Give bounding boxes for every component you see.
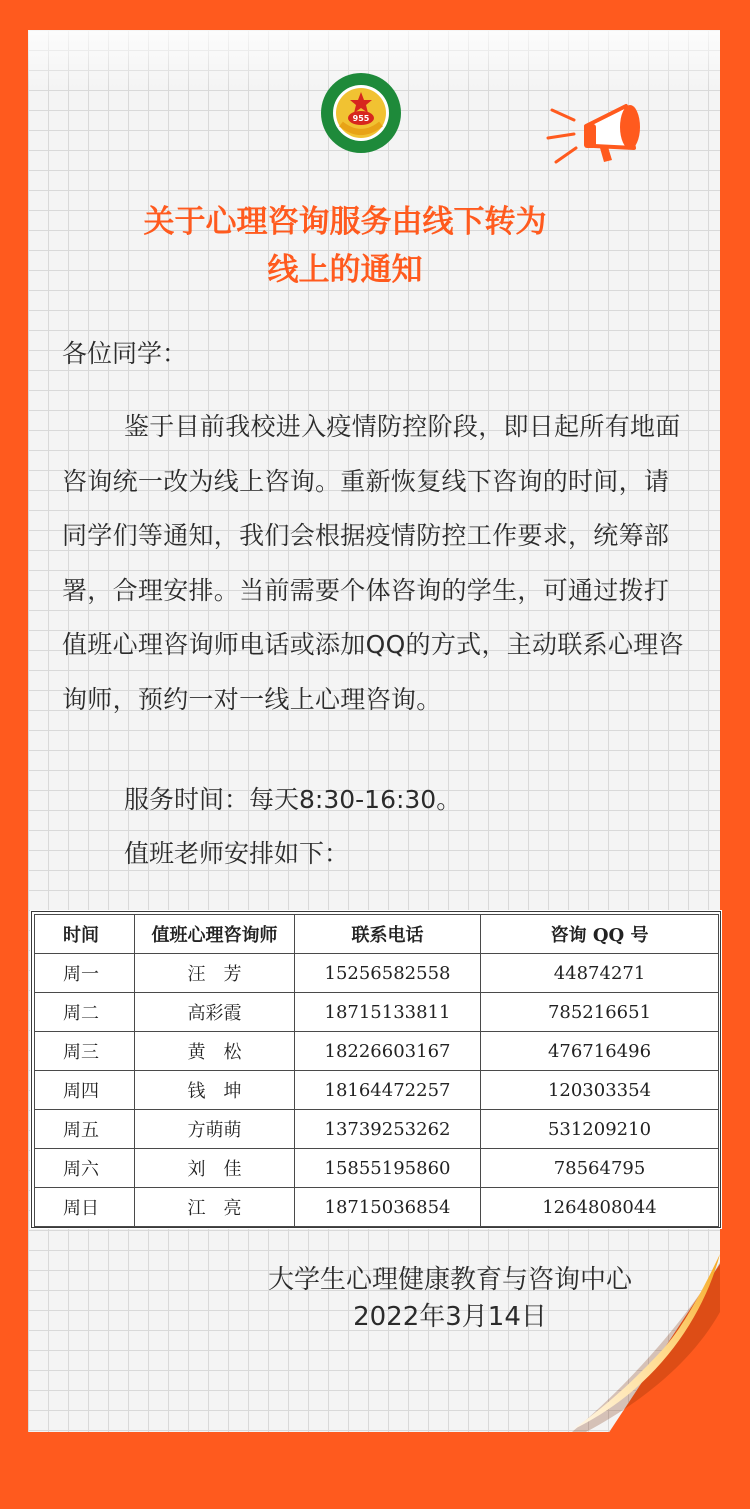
cell-qq: 476716496 <box>481 1032 719 1071</box>
cell-qq: 1264808044 <box>481 1188 719 1227</box>
cell-qq: 78564795 <box>481 1149 719 1188</box>
table-header-row <box>35 915 719 954</box>
cell-qq: 120303354 <box>481 1071 719 1110</box>
cell-counselor: 刘 佳 <box>135 1149 295 1188</box>
cell-day: 周六 <box>35 1149 135 1188</box>
cell-phone: 18226603167 <box>295 1032 481 1071</box>
cell-phone: 18715133811 <box>295 993 481 1032</box>
cell-phone: 13739253262 <box>295 1110 481 1149</box>
cell-qq: 531209210 <box>481 1110 719 1149</box>
table-row <box>35 1032 719 1071</box>
cell-qq: 44874271 <box>481 954 719 993</box>
cell-qq: 785216651 <box>481 993 719 1032</box>
page-curl <box>572 1252 722 1432</box>
cell-day: 周五 <box>35 1110 135 1149</box>
cell-day: 周二 <box>35 993 135 1032</box>
notice-title <box>60 198 630 294</box>
header-counselor: 值班心理咨询师 <box>135 915 295 954</box>
cell-phone: 15855195860 <box>295 1149 481 1188</box>
cell-phone: 18164472257 <box>295 1071 481 1110</box>
megaphone-icon <box>544 98 654 178</box>
notice-title-line-1: 关于心理咨询服务由线下转为 <box>143 204 547 240</box>
cell-counselor: 江 亮 <box>135 1188 295 1227</box>
greeting: 各位同学： <box>62 339 188 368</box>
emblem-badge: 955 <box>352 114 370 123</box>
cell-counselor: 黄 松 <box>135 1032 295 1071</box>
school-emblem-icon <box>320 72 402 154</box>
signature-org: 大学生心理健康教育与咨询中心 <box>267 1265 632 1295</box>
table-row <box>35 1110 719 1149</box>
notice-body: 鉴于目前我校进入疫情防控阶段，即日起所有地面咨询统一改为线上咨询。重新恢复线下咨询的时间，请同学们等通知，我们会根据疫情防控工作要求，统筹部署，合理安排。当前需要个体咨询的学生，可通过拨打值班心理咨询师电话或添加QQ的方式，主动联系心理咨询师，预约一对一线上心理咨询。 <box>62 412 684 714</box>
header-qq: 咨询 QQ 号 <box>481 915 719 954</box>
table-row <box>35 1149 719 1188</box>
notice-title-line-2: 线上的通知 <box>267 252 423 288</box>
cell-phone: 18715036854 <box>295 1188 481 1227</box>
cell-counselor: 高彩霞 <box>135 993 295 1032</box>
duty-schedule-table <box>31 911 721 1228</box>
signature-date: 2022年3月14日 <box>353 1302 547 1332</box>
cell-counselor: 钱 坤 <box>135 1071 295 1110</box>
table-row <box>35 1188 719 1227</box>
service-time: 服务时间：每天8:30-16:30。 <box>124 785 462 814</box>
cell-day: 周三 <box>35 1032 135 1071</box>
cell-phone: 15256582558 <box>295 954 481 993</box>
table-row <box>35 954 719 993</box>
arrangement-label: 值班老师安排如下： <box>124 839 350 868</box>
cell-day: 周日 <box>35 1188 135 1227</box>
cell-day: 周四 <box>35 1071 135 1110</box>
table-row <box>35 1071 719 1110</box>
cell-counselor: 汪 芳 <box>135 954 295 993</box>
cell-counselor: 方萌萌 <box>135 1110 295 1149</box>
header-phone: 联系电话 <box>295 915 481 954</box>
cell-day: 周一 <box>35 954 135 993</box>
table-row <box>35 993 719 1032</box>
header-time: 时间 <box>35 915 135 954</box>
